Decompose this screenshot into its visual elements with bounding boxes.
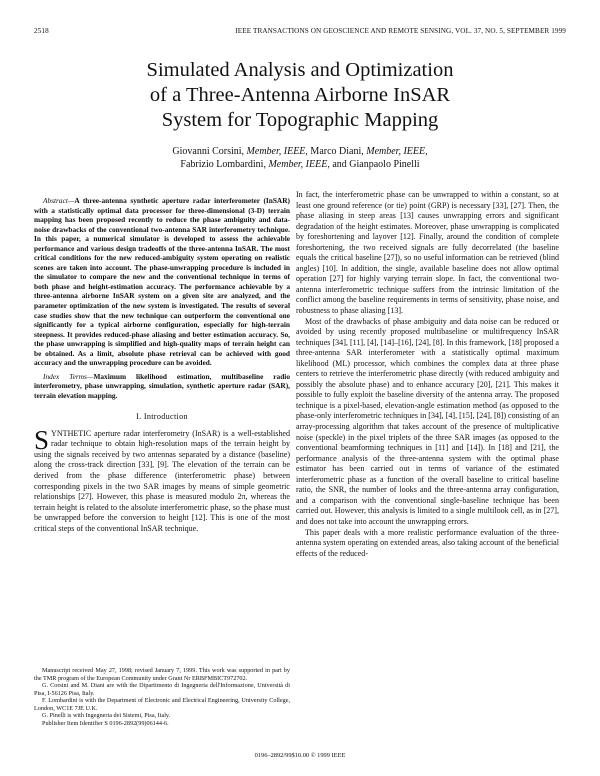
abstract-text: A three-antenna synthetic aperture radar interferometer (InSAR) with a statistically optimal data processor for three-dimensional (3-D) terrain mapping has been proposed recently to reduce the phase ambiguity and data-noise drawbacks of the conventional two-antenna SAR interferometry technique. In this paper, a numerical simulator is developed to assess the achievable performance and various design tradeoffs of the three-antenna InSAR. The most critical conditions for the new reduced-ambiguity system operating on realistic scenes are taken into account. The phase-unwrapping procedure is included in the simulator to compare the new and the conventional technique in terms of both phase and height-estimation accuracy. The performance achievable by a three-antenna airborne InSAR system on a given site are analyzed, and the parameter optimization of the new system is investigated. The results of several case studies show that the new technique can outperform the conventional one significantly for a typical airborne configuration, especially for high-terrain steepness. It provides reduced-phase aliasing and better estimation accuracy. So, the phase unwrapping is simplified and high-quality maps of terrain height can be obtained. As a limit, absolute phase retrieval can be achieved with good accuracy and the unwrapping procedure can be avoided. [34,196,290,368]
title-line-1: Simulated Analysis and Optimization [146,59,454,81]
body-paragraph: In fact, the interferometric phase can be unwrapped to within a constant, so at least one ground reference (or tie) point (GRP) is necessary [33], [27]. Then, the phase aliasing in steep areas [13] causes unwrapping errors and significant degradation of the height estimates. Moreover, phase unwrapping is complicated by foreshortening and layover [12]. Finally, around the condition of complete foreshortening, the two received signals are fully decorrelated (the baseline equals the critical baseline [27]), so no useful information can be retrieved (blind angles) [10]. In addition, the single, available baseline does not allow optimal operation [27] for highly varying terrain slope. In fact, the conventional two-antenna interferometric technique suffers from the intrinsic limitation of the conflict among the baseline requirements in terms of sensitivity, phase noise, and robustness to phase aliasing [13]. [296,190,559,316]
section-heading: I. Introduction [136,412,188,422]
author-lombardini: Fabrizio Lombardini, [180,159,266,170]
author-diani: Marco Diani, [310,146,364,157]
author-pinelli: and Gianpaolo Pinelli [332,159,420,170]
title-line-2: of a Three-Antenna Airborne InSAR [149,84,451,106]
paper-title [60,58,540,133]
intro-paragraph [34,424,290,534]
body-paragraph: This paper deals with a more realistic performance evaluation of the three-antenna system operating on extended areas, also taking account of the beneficial effects of the reduced- [296,527,559,558]
left-column [34,196,290,534]
abstract-label: Abstract— [43,196,75,205]
author-list [60,145,540,171]
footnote-manuscript: Manuscript received May 27, 1998; revised January 7, 1999. This work was supported in part by the TMR program of the European Community under Grant Nr ERBFMBICT972702. [34,667,290,682]
abstract [34,196,290,368]
footnote-affiliation: G. Corsini and M. Diani are with the Dipartimento di Ingegneria dell'Informazione, Università di Pisa, I-56126 Pisa, Italy. [34,682,290,697]
right-column [296,190,559,559]
body-paragraph: Most of the drawbacks of phase ambiguity and data noise can be reduced or avoided by using recently proposed multibaseline or multifrequency InSAR techniques [34], [11], [4], [14]–[16], [24], [8]. In this framework, [18] proposed a three-antenna SAR interferometer with a statistically optimal maximum likelihood (ML) processor, which combines the complex data at three phase centers to retrieve the interferometric phase directly (with reduced ambiguity and possibly the absolute phase) and to enhance accuracy [20], [21]. This makes it possible to fully exploit the baseline diversity of the antenna array. The proposed technique is a pixel-based, elevation-angle estimation method (as opposed to the phase-only interferometric techniques in [34], [4], [15], [24], [8]) consisting of an array-processing algorithm that takes account of the presence of multiplicative noise (speckle) in the pixel triplets of the three SAR images (as opposed to the conventional beamforming techniques in [11] and [14]). In [18] and [21], the performance analysis of the three-antenna system with the optimal phase estimator has been carried out in terms of variance of the estimated interferometric phase as a function of the overall baseline to critical baseline ratio, the SNR, the number of looks and the three-antenna array configuration, and a comparison with the conventional single-baseline technique has been carried out. However, this analysis is limited to a single multilook cell, as in [27], and does not take into account the unwrapping errors. [296,316,560,526]
author-role: Member, IEEE, [366,146,428,157]
footnote-publisher-id: Publisher Item Identifier S 0196-2892(99)06144-6. [42,719,169,727]
intro-first-line: YNTHETIC aperture radar interferometry (InSAR) is a [51,428,235,438]
footnote-affiliation: G. Pinelli is with Ingegneria dei Sistemi, Pisa, Italy. [42,712,171,719]
index-terms [34,372,290,401]
author-corsini: Giovanni Corsini, [172,146,245,157]
footnote-affiliation: F. Lombardini is with the Department of Electronic and Electrical Engineering, University College, London, WC1E 7JE U.K. [34,697,290,712]
page-number: 2518 [34,27,49,35]
footnotes [34,667,290,727]
running-header [34,27,566,39]
drop-cap: S [34,424,50,455]
intro-text: well-established radar technique to obtain high-resolution maps of the terrain height by using the signals received by two antennas separated by a distance (baseline) along the cross-track direction [33], [9]. The elevation of the terrain can be derived from the phase difference (interferometric phase) between corresponding pixels in the two SAR images by means of simple geometric relationships [27]. However, this phase is measured modulo 2π, whereas the terrain height is related to the absolute interferometric phase, so the phase must be unwrapped before the conversion to height [12]. This is one of the most critical steps of the conventional InSAR technique. [34,428,290,533]
index-terms-text: Maximum likelihood estimation, multibaseline radio interferometry, phase unwrapping, simulation, synthetic aperture radar (SAR), terrain elevation mapping. [34,371,290,400]
author-role: Member, IEEE, [246,146,308,157]
copyright-footer: 0196–2892/99$10.00 © 1999 IEEE [254,752,346,759]
index-terms-label: Index Terms— [43,371,94,381]
title-line-3: System for Topographic Mapping [161,109,439,131]
author-role: Member, IEEE, [268,159,330,170]
journal-name: IEEE TRANSACTIONS ON GEOSCIENCE AND REMOTE SENSING, VOL. 37, NO. 5, SEPTEMBER 1999 [235,27,566,35]
